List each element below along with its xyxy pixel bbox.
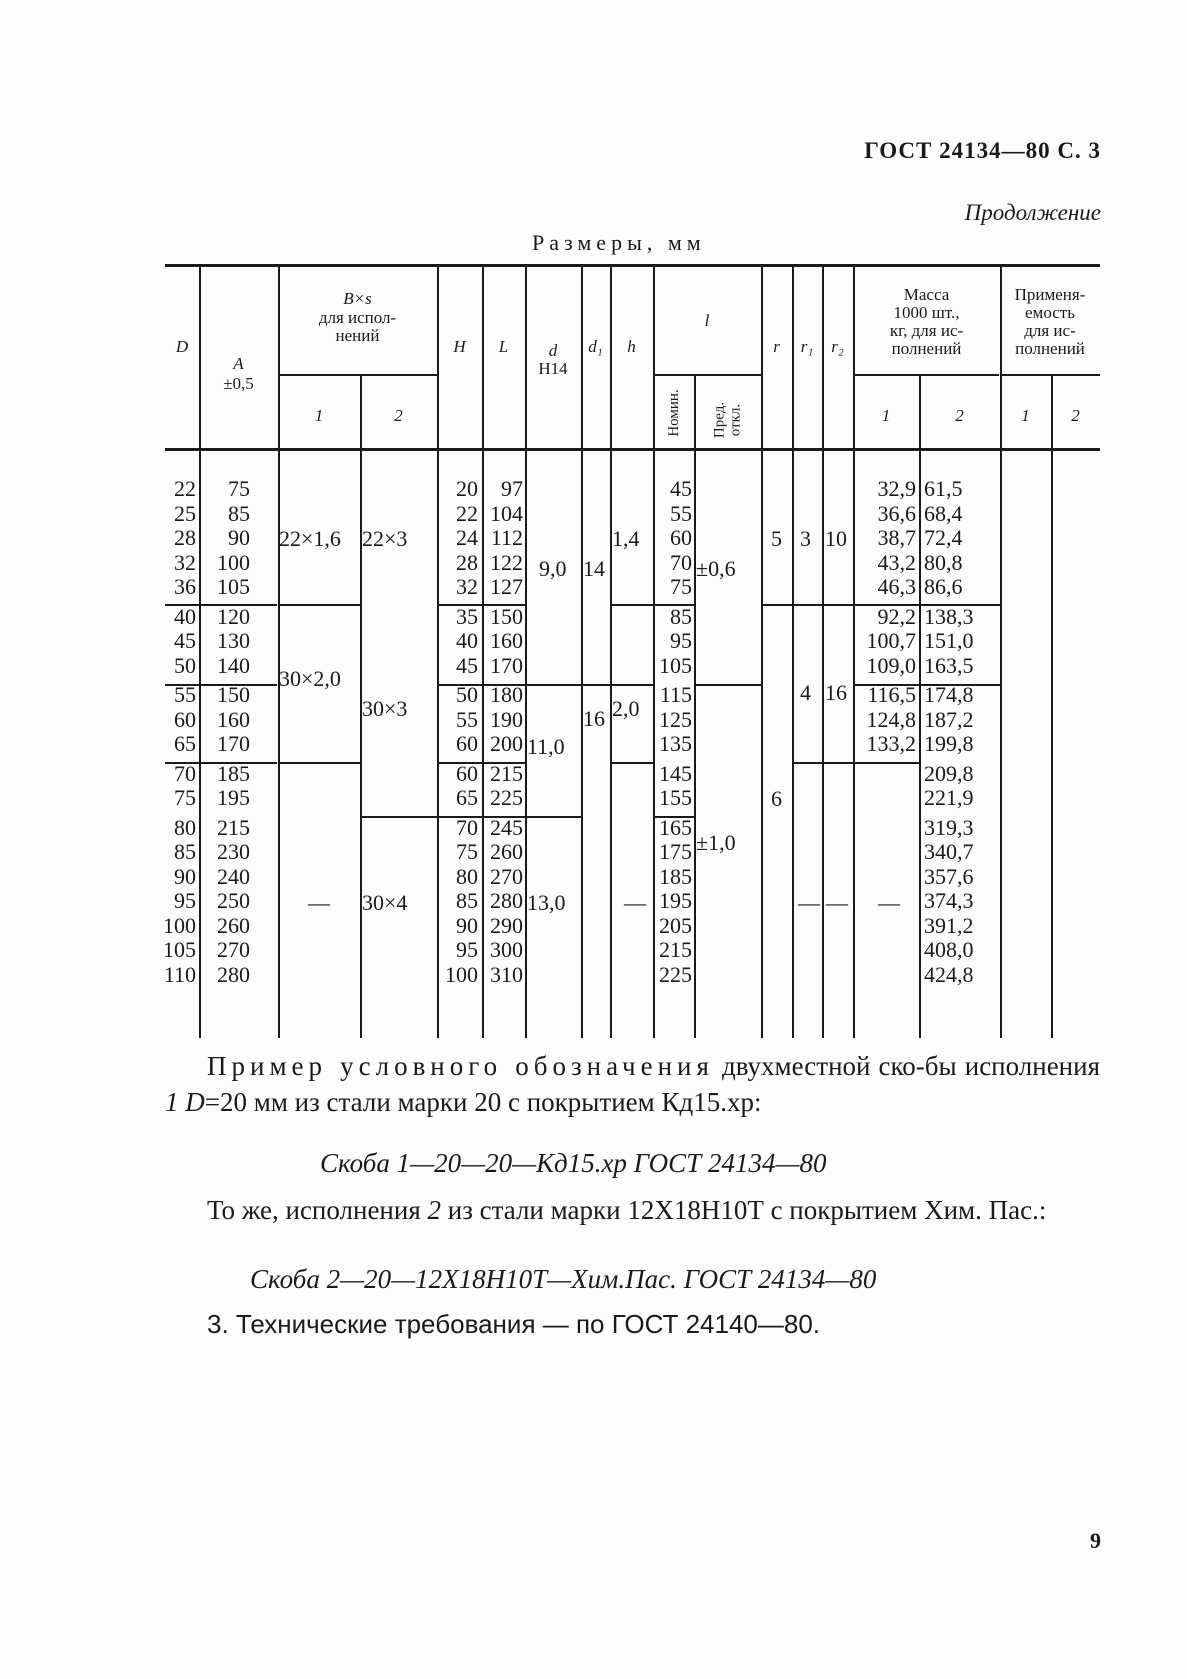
col-header-d-tolerance: H14 [538,359,568,378]
r2-group-c: — [826,890,848,915]
l-deviation-b: ±1,0 [696,830,736,855]
col-header-Bs-sub: для испол- [318,308,397,327]
designation-2: Скоба 2—20—12Х18Н10Т—Хим.Пас. ГОСТ 24134—80 [250,1264,877,1294]
d-group-a: 9,0 [539,556,567,581]
col-header-A-tolerance: ±0,5 [223,374,254,393]
col-header-d1: d₁ [588,337,603,356]
col-header-r2: r₂ [831,337,844,356]
column-L: 97 104 112 122 127 150 160 170 180 190 200 215 225 245 260 270 280 290 300 310 [490,476,523,987]
column-D: 22 25 28 32 36 40 45 50 55 60 65 70 75 80 85 90 95 100 105 110 [163,476,196,987]
h-group-a: 1,4 [612,526,640,551]
col-header-app-4: полнений [1015,339,1085,358]
col-header-Bs: B×s [343,289,372,308]
col-header-L: L [498,337,509,356]
example-paragraph-2: То же, исполнения 2 из стали марки 12Х18Н10Т с покрытием Хим. Пас.: [207,1195,1047,1225]
d-group-b: 11,0 [527,734,565,759]
col-header-mass-v2: 2 [955,406,964,425]
col-header-Bs-v2: 2 [394,406,403,425]
bs1-group-a: 22×1,6 [279,526,341,551]
column-H: 20 22 24 28 32 35 40 45 50 55 60 60 65 70 75 80 85 90 95 100 [445,476,478,987]
bs1-group-b: 30×2,0 [279,666,341,691]
continuation-label: Продолжение [964,200,1101,225]
r2-group-b: 16 [825,680,847,705]
col-header-l-deviation: Пред. откл. [711,401,744,439]
designation-1: Скоба 1—20—20—Кд15.хр ГОСТ 24134—80 [320,1148,827,1178]
col-header-d: d [548,341,558,360]
col-header-l: l [704,311,710,330]
col-header-mass-1: Масса [903,285,950,304]
d1-group-b: 16 [583,706,605,731]
col-header-r: r [773,337,780,356]
col-header-mass-4: полнений [891,339,962,358]
r1-group-b: 4 [800,680,811,705]
bs2-group-b: 30×3 [362,696,408,721]
col-header-Bs-v1: 1 [314,406,324,425]
col-header-mass-2: 1000 шт., [893,303,960,322]
col-header-app-v1: 1 [1021,406,1030,425]
col-header-r1: r₁ [800,337,814,356]
bs2-group-c: 30×4 [362,890,408,915]
column-mass-1: 32,9 36,6 38,7 43,2 46,3 92,2 100,7 109,0 116,5 124,8 133,2 [866,476,916,756]
page-number: 9 [1090,1528,1101,1553]
example-paragraph-1: Пример условного обозначения двухместной ско-бы исполнения 1 D=20 мм из стали марки 20 с покрытием Кд15.хр: [165,1051,1100,1117]
mass1-group-c: — [878,890,900,915]
l-deviation-a: ±0,6 [696,556,736,581]
col-header-A: A [233,354,244,373]
col-header-l-nominal: Номин. [666,389,682,437]
d1-group-a: 14 [583,556,605,581]
h-group-b: 2,0 [612,696,640,721]
r-group-b: 6 [771,786,782,811]
technical-requirements: 3. Технические требования — по ГОСТ 24140—80. [207,1309,821,1339]
column-mass-2: 61,5 68,4 72,4 80,8 86,6 138,3 151,0 163,5 174,8 187,2 199,8 209,8 221,9 319,3 340,7 357,6 374,3 391,2 408,0 424,8 [924,476,974,987]
col-header-app-v2: 2 [1071,406,1080,425]
col-header-Bs-sub2: нений [335,326,380,345]
r1-group-c: — [798,890,820,915]
col-header-app-2: емость [1025,303,1075,322]
column-A: 75 85 90 100 105 120 130 140 150 160 170 185 195 215 230 240 250 260 270 280 [217,476,250,987]
col-header-app-1: Применя- [1014,285,1086,304]
col-header-H: H [453,337,466,356]
col-header-mass-v1: 1 [881,406,891,425]
col-header-mass-3: кг, для ис- [889,321,964,340]
r2-group-a: 10 [825,526,847,551]
col-header-D: D [175,337,189,356]
units-caption: Размеры, мм [532,230,706,255]
r1-group-a: 3 [800,526,811,551]
h-group-c: — [624,890,646,915]
bs1-group-c: — [308,890,330,915]
bs2-group-a: 22×3 [362,526,408,551]
document-code: ГОСТ 24134—80 С. 3 [864,138,1101,163]
column-l-nominal: 45 55 60 70 75 85 95 105 115 125 135 145 155 165 175 185 195 205 215 225 [659,476,692,987]
r-group-a: 5 [771,526,782,551]
d-group-c: 13,0 [527,890,566,915]
col-header-h: h [627,337,636,356]
col-header-app-3: для ис- [1024,321,1076,340]
